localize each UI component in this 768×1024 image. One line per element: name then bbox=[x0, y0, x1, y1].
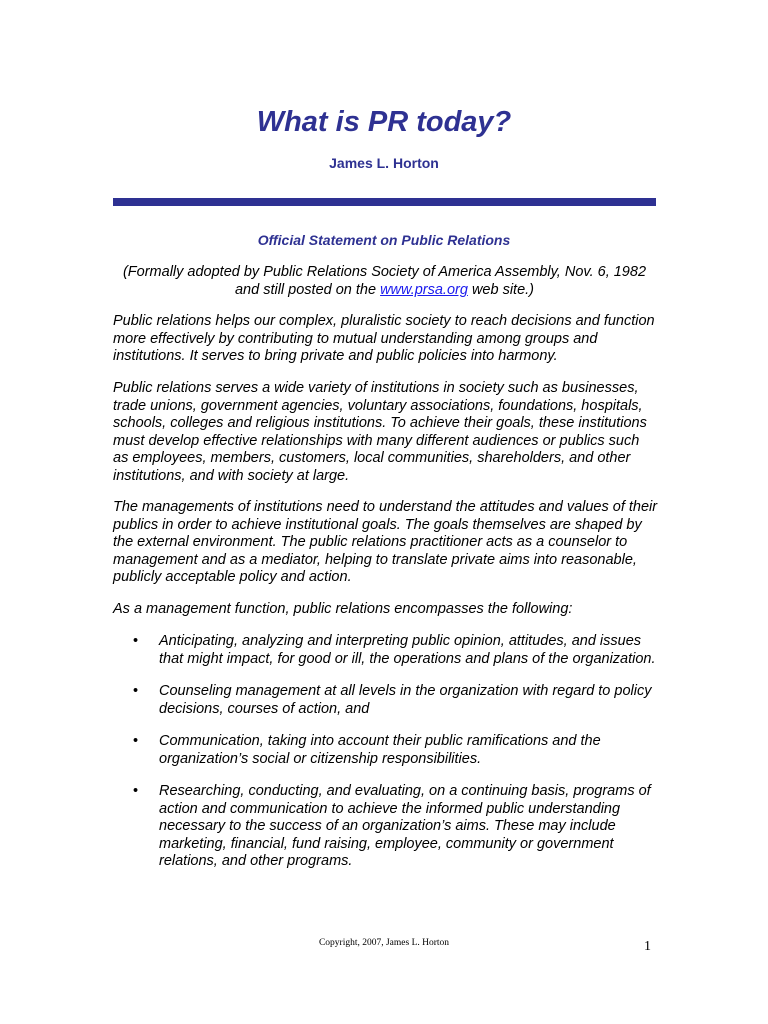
paragraph-1: Public relations helps our complex, pluralistic society to reach decisions and function more effectively by contributing to mutual understanding among groups and institutions. It serves to bring private and public policies into harmony. bbox=[113, 313, 655, 364]
paragraph-3: The managements of institutions need to understand the attitudes and values of their publics in order to achieve institutional goals. The goals themselves are shaped by the external environment. The public relations practitioner acts as a counselor to management and as a mediator, helping to translate private aims into reasonable, publicly acceptable policy and action. bbox=[113, 499, 658, 585]
list-item bbox=[113, 633, 658, 668]
list-item bbox=[113, 783, 658, 871]
list-item-text: Researching, conducting, and evaluating, on a continuing basis, programs of action and communication to achieve the informed public understanding necessary to the success of an organization’s aims. These may include marketing, financial, fund raising, employee, community or government relations, and other programs. bbox=[159, 783, 651, 869]
page-number: 1 bbox=[644, 939, 651, 954]
adoption-note-text-end: web site.) bbox=[467, 282, 535, 298]
bullet-icon: • bbox=[133, 633, 139, 649]
list-item-text: Counseling management at all levels in the organization with regard to policy decisions, courses of action, and bbox=[159, 683, 652, 717]
copyright-footer: Copyright, 2007, James L. Horton bbox=[318, 938, 450, 948]
function-list bbox=[113, 633, 658, 886]
paragraph-2: Public relations serves a wide variety of institutions in society such as businesses, trade unions, government agencies, voluntary associations, foundations, hospitals, schools, colleges and religious institutions. To achieve their goals, these institutions must develop effective relationships with many different audiences or publics such as employees, members, customers, local communities, shareholders, and other institutions, and with society at large. bbox=[113, 380, 647, 484]
bullet-icon: • bbox=[133, 683, 139, 699]
list-item-text: Communication, taking into account their public ramifications and the organization’s social or citizenship responsibilities. bbox=[159, 733, 601, 767]
bullet-icon: • bbox=[133, 783, 139, 799]
adoption-note bbox=[113, 263, 656, 299]
adoption-note-text: (Formally adopted by Public Relations Society of America Assembly, Nov. 6, 1982 and still posted on the bbox=[122, 264, 647, 298]
bullet-icon: • bbox=[133, 733, 139, 749]
paragraph-4: As a management function, public relations encompasses the following: bbox=[113, 601, 573, 617]
prsa-link[interactable]: www.prsa.org bbox=[380, 282, 468, 298]
header-divider bbox=[113, 198, 656, 206]
list-item bbox=[113, 683, 658, 718]
author-name: James L. Horton bbox=[329, 155, 439, 171]
section-heading: Official Statement on Public Relations bbox=[257, 232, 511, 248]
list-item bbox=[113, 733, 658, 768]
page-title: What is PR today? bbox=[256, 106, 512, 138]
list-item-text: Anticipating, analyzing and interpreting public opinion, attitudes, and issues that might impact, for good or ill, the operations and plans of the organization. bbox=[159, 633, 656, 667]
